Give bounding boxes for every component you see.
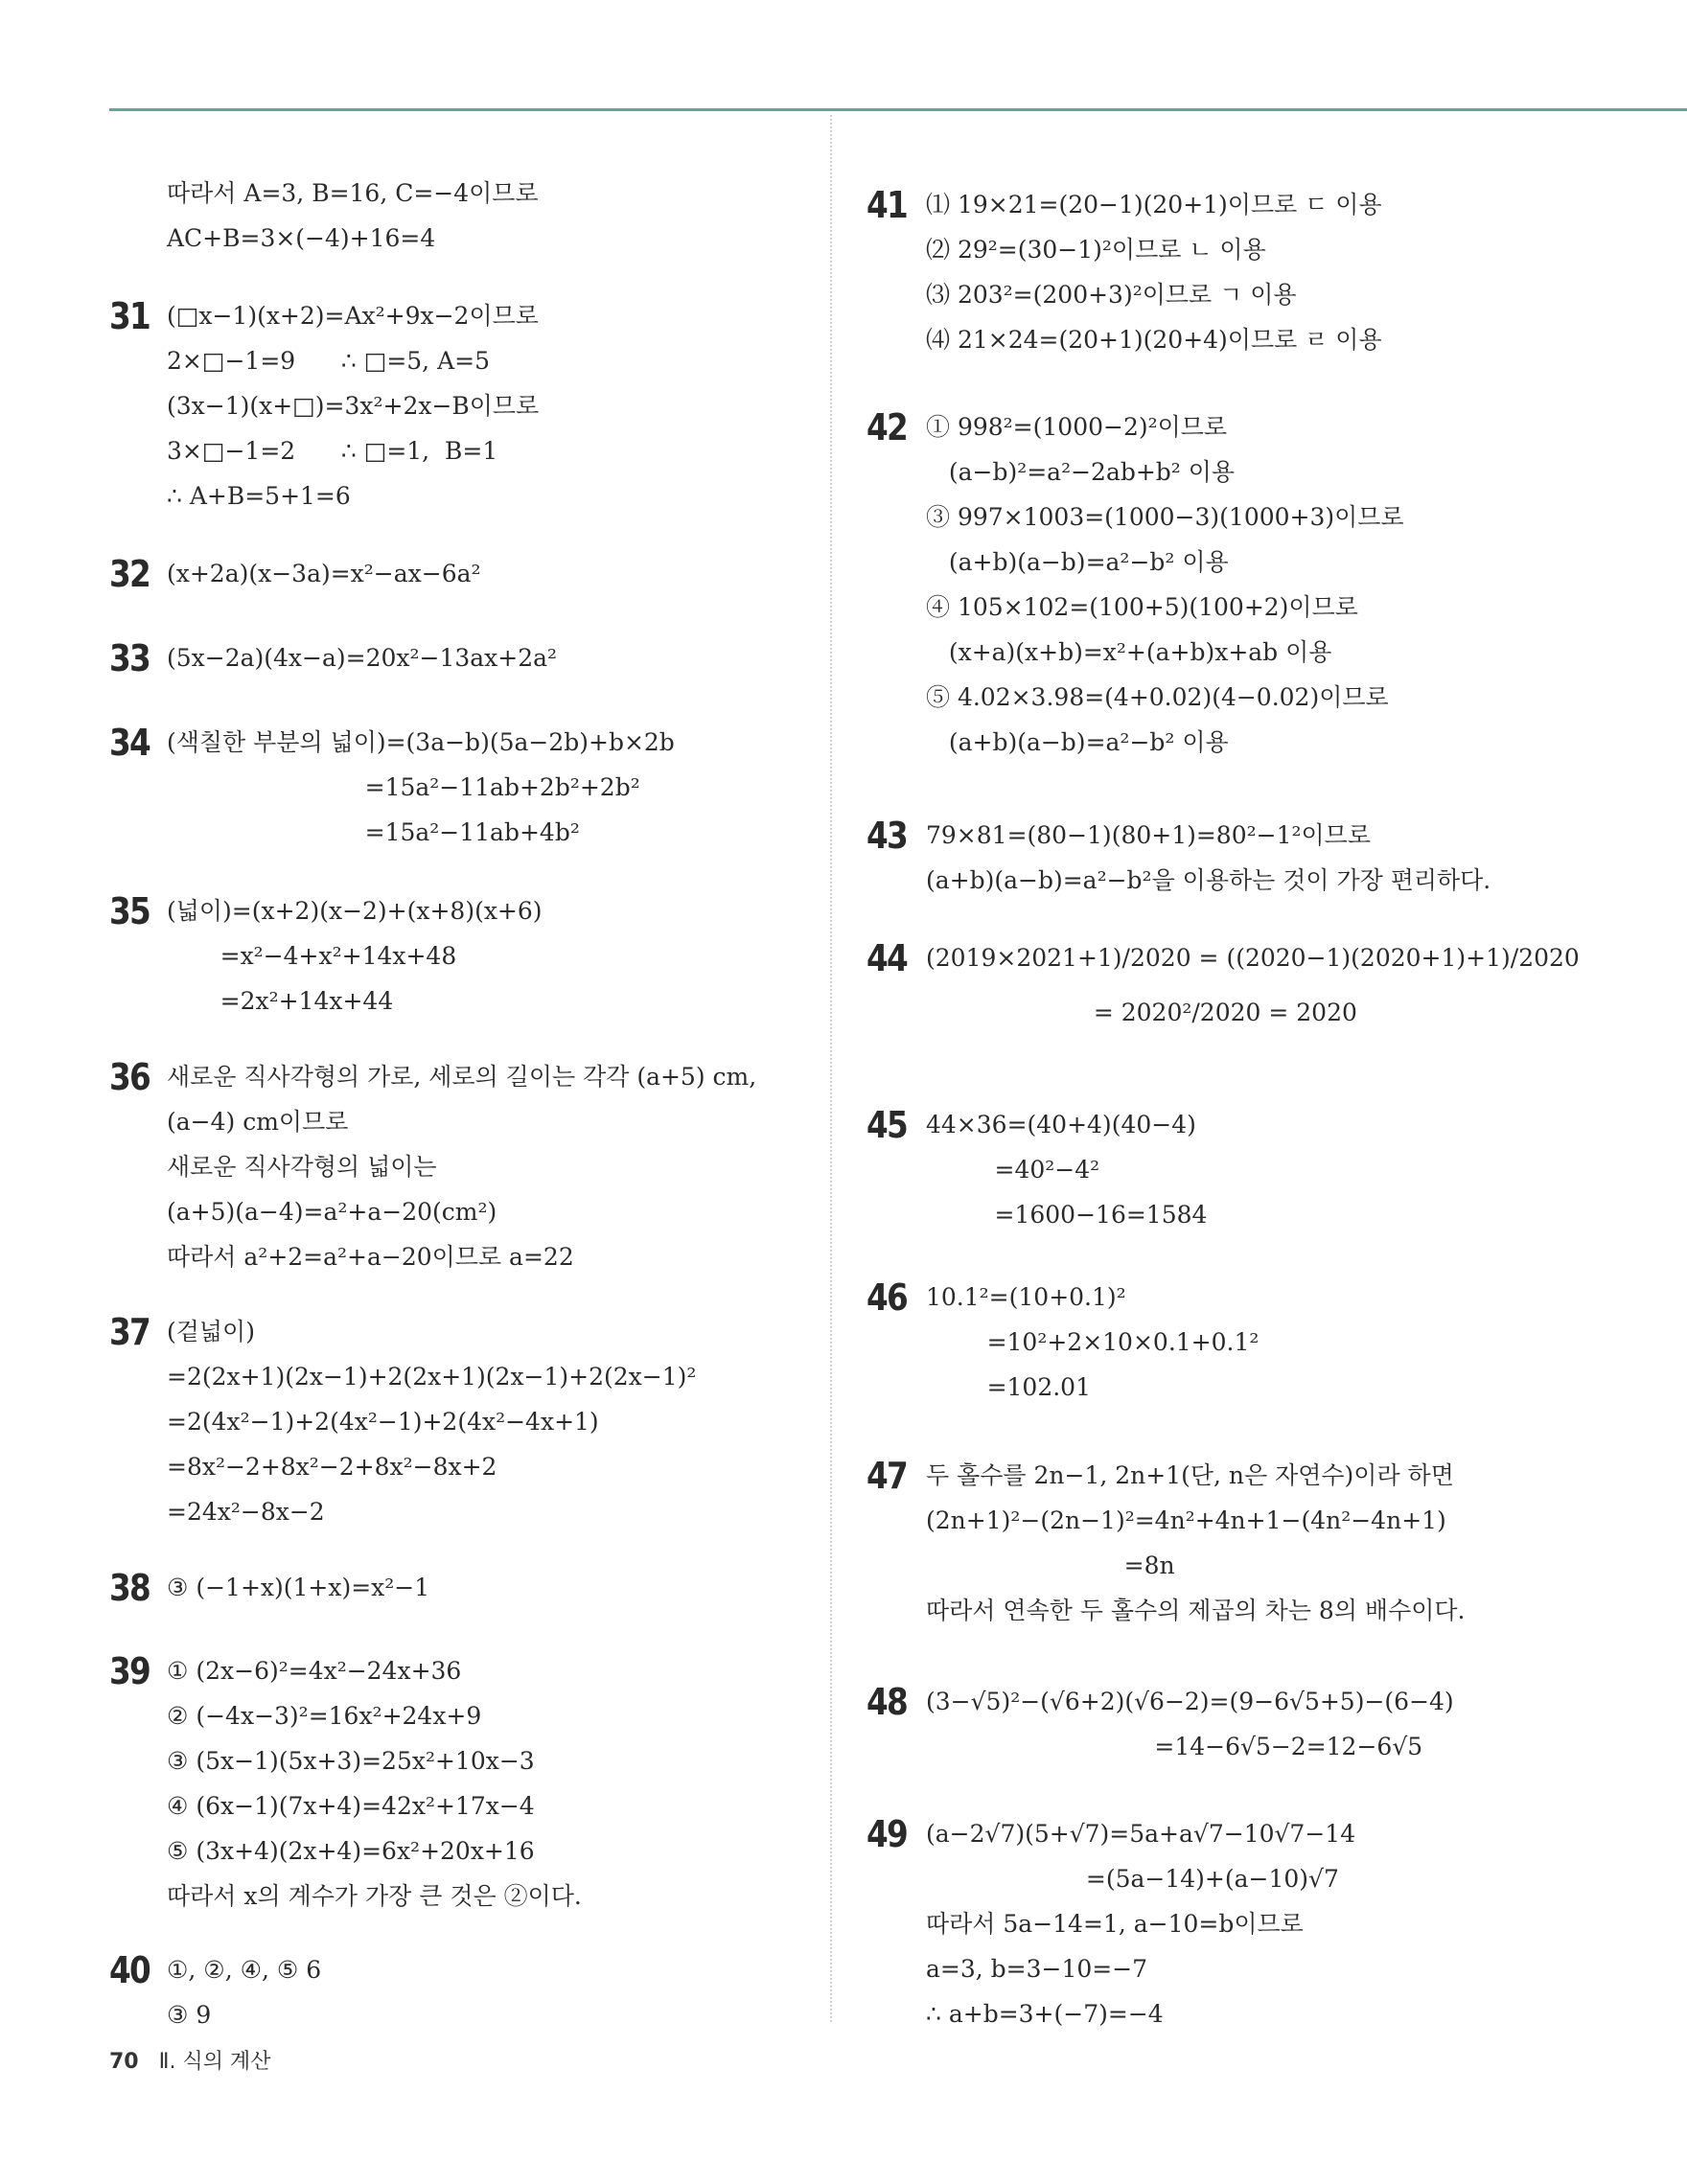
solution-line: ①, ②, ④, ⑤ 6 <box>167 1956 322 1984</box>
problem-lines <box>926 1275 1259 1410</box>
problem-number: 49 <box>867 1813 908 1855</box>
solution-line: =2(2x+1)(2x−1)+2(2x+1)(2x−1)+2(2x−1)² <box>167 1363 697 1391</box>
solution-line: = 2020²/2020 = 2020 <box>926 999 1357 1026</box>
page-number: 70 <box>109 2050 139 2074</box>
solution-line: (넓이)=(x+2)(x−2)+(x+8)(x+6) <box>167 897 543 925</box>
solution-line: ③ (−1+x)(1+x)=x²−1 <box>167 1574 430 1601</box>
solution-line: =14−6√5−2=12−6√5 <box>926 1733 1423 1760</box>
solution-line: (a−2√7)(5+√7)=5a+a√7−10√7−14 <box>926 1820 1356 1848</box>
problem-number: 40 <box>109 1949 150 1991</box>
solution-line: (5x−2a)(4x−a)=20x²−13ax+2a² <box>167 644 558 672</box>
problem-number: 45 <box>867 1104 908 1146</box>
solution-line: 10.1²=(10+0.1)² <box>926 1283 1126 1311</box>
problem-lines <box>167 1309 696 1534</box>
solution-line: ① (2x−6)²=4x²−24x+36 <box>167 1657 462 1685</box>
solution-line: 새로운 직사각형의 넓이는 <box>167 1153 437 1181</box>
solution-line: ⑤ 4.02×3.98=(4+0.02)(4−0.02)이므로 <box>926 683 1389 711</box>
problem-number: 44 <box>867 937 908 979</box>
solution-line: (x+2a)(x−3a)=x²−ax−6a² <box>167 560 481 587</box>
problem-number: 39 <box>109 1650 150 1692</box>
problem-number: 34 <box>109 722 150 764</box>
solution-line: ⑷ 21×24=(20+1)(20+4)이므로 ㄹ 이용 <box>926 326 1382 354</box>
solution-line: (3−√5)²−(√6+2)(√6−2)=(9−6√5+5)−(6−4) <box>926 1688 1454 1715</box>
solution-line: 따라서 a²+2=a²+a−20이므로 a=22 <box>167 1243 574 1271</box>
problem-lines <box>167 1947 321 2037</box>
solution-line: =10²+2×10×0.1+0.1² <box>926 1328 1259 1356</box>
solution-line: (2n+1)²−(2n−1)²=4n²+4n+1−(4n²−4n+1) <box>926 1506 1446 1534</box>
solution-line: (□x−1)(x+2)=Ax²+9x−2이므로 <box>167 302 539 330</box>
problem-lines <box>926 813 1491 903</box>
problem-number: 33 <box>109 637 150 679</box>
problem-number: 42 <box>867 406 908 448</box>
problem-number: 31 <box>109 295 150 337</box>
problem-lines <box>926 1102 1207 1237</box>
problem-lines <box>167 551 481 596</box>
problem-number: 32 <box>109 553 150 595</box>
problem-lines <box>167 293 539 518</box>
solution-line: =15a²−11ab+4b² <box>167 818 580 846</box>
problem-number: 37 <box>109 1311 150 1353</box>
solution-line: ⑵ 29²=(30−1)²이므로 ㄴ 이용 <box>926 236 1266 264</box>
solution-line: ④ 105×102=(100+5)(100+2)이므로 <box>926 593 1358 621</box>
solution-line: 79×81=(80−1)(80+1)=80²−1²이므로 <box>926 821 1371 849</box>
problem-lines <box>167 1054 756 1279</box>
solution-line: (a+5)(a−4)=a²+a−20(cm²) <box>167 1198 497 1226</box>
solution-line: 두 홀수를 2n−1, 2n+1(단, n은 자연수)이라 하면 <box>926 1461 1454 1489</box>
solution-line: (2019×2021+1)/2020 = ((2020−1)(2020+1)+1)/2020 <box>926 944 1580 972</box>
problem-number: 47 <box>867 1455 908 1497</box>
problem-number: 46 <box>867 1276 908 1319</box>
problem-lines <box>926 1811 1355 2036</box>
problem-lines <box>167 720 675 855</box>
solution-line: 따라서 x의 계수가 가장 큰 것은 ②이다. <box>167 1882 582 1910</box>
intro-lines <box>167 171 539 261</box>
solution-line: (겉넓이) <box>167 1318 255 1345</box>
problem-lines <box>926 182 1382 362</box>
solution-line: (색칠한 부분의 넓이)=(3a−b)(5a−2b)+b×2b <box>167 728 675 756</box>
solution-line: 따라서 연속한 두 홀수의 제곱의 차는 8의 배수이다. <box>926 1597 1466 1624</box>
intro-line: 따라서 A=3, B=16, C=−4이므로 <box>167 179 539 207</box>
solution-line: a=3, b=3−10=−7 <box>926 1955 1148 1983</box>
problem-lines <box>926 935 1580 1035</box>
solution-line: =102.01 <box>926 1373 1091 1401</box>
solution-line: =(5a−14)+(a−10)√7 <box>926 1865 1339 1893</box>
solution-line: =40²−4² <box>926 1156 1100 1184</box>
solution-line: 따라서 5a−14=1, a−10=b이므로 <box>926 1910 1304 1938</box>
solution-line: 새로운 직사각형의 가로, 세로의 길이는 각각 (a+5) cm, <box>167 1063 757 1091</box>
problem-number: 38 <box>109 1567 150 1609</box>
solution-line: ⑴ 19×21=(20−1)(20+1)이므로 ㄷ 이용 <box>926 191 1382 218</box>
solution-line: ∴ a+b=3+(−7)=−4 <box>926 2000 1164 2028</box>
problem-lines <box>167 888 543 1023</box>
problem-lines <box>926 404 1404 765</box>
solution-line: (x+a)(x+b)=x²+(a+b)x+ab 이용 <box>926 638 1332 666</box>
solution-line: (a+b)(a−b)=a²−b² 이용 <box>926 548 1229 576</box>
solution-line: ③ (5x−1)(5x+3)=25x²+10x−3 <box>167 1747 535 1775</box>
solution-line: (a+b)(a−b)=a²−b²을 이용하는 것이 가장 편리하다. <box>926 866 1491 894</box>
solution-line: =2x²+14x+44 <box>167 987 394 1015</box>
page-footer <box>109 2045 270 2075</box>
solution-line: =2(4x²−1)+2(4x²−1)+2(4x²−4x+1) <box>167 1408 599 1436</box>
problem-lines <box>167 1648 582 1919</box>
solution-line: ⑤ (3x+4)(2x+4)=6x²+20x+16 <box>167 1837 535 1865</box>
intro-line: AC+B=3×(−4)+16=4 <box>167 224 436 252</box>
solution-line: ② (−4x−3)²=16x²+24x+9 <box>167 1702 482 1730</box>
solution-line: =x²−4+x²+14x+48 <box>167 942 457 970</box>
solution-line: 44×36=(40+4)(40−4) <box>926 1111 1196 1138</box>
solution-line: =1600−16=1584 <box>926 1201 1208 1229</box>
solution-line: =15a²−11ab+2b²+2b² <box>167 773 640 801</box>
problem-lines <box>167 635 557 680</box>
problem-lines <box>167 1565 429 1610</box>
problem-number: 43 <box>867 815 908 857</box>
problem-number: 35 <box>109 890 150 932</box>
problem-lines <box>926 1453 1465 1633</box>
column-divider <box>830 115 832 2022</box>
problem-number: 36 <box>109 1056 150 1098</box>
solution-line: ③ 997×1003=(1000−3)(1000+3)이므로 <box>926 503 1404 531</box>
solution-line: ③ 9 <box>167 2001 212 2029</box>
solution-line: (a+b)(a−b)=a²−b² 이용 <box>926 728 1229 756</box>
solution-line: =24x²−8x−2 <box>167 1498 325 1526</box>
problem-number: 48 <box>867 1681 908 1723</box>
solution-line: (a−b)²=a²−2ab+b² 이용 <box>926 458 1236 486</box>
problem-number: 41 <box>867 184 908 226</box>
solution-line: 2×□−1=9 ∴ □=5, A=5 <box>167 347 490 375</box>
solution-line: ⑶ 203²=(200+3)²이므로 ㄱ 이용 <box>926 281 1297 309</box>
problem-lines <box>926 1679 1454 1769</box>
section-title: Ⅱ. 식의 계산 <box>158 2050 271 2074</box>
solution-line: (a−4) cm이므로 <box>167 1108 349 1136</box>
header-rule <box>109 108 1687 111</box>
solution-line: ∴ A+B=5+1=6 <box>167 482 351 510</box>
solution-line: =8n <box>926 1552 1175 1579</box>
solution-line: ④ (6x−1)(7x+4)=42x²+17x−4 <box>167 1792 535 1820</box>
solution-line: (3x−1)(x+□)=3x²+2x−B이므로 <box>167 392 540 420</box>
solution-line: 3×□−1=2 ∴ □=1, B=1 <box>167 437 498 465</box>
solution-line: =8x²−2+8x²−2+8x²−8x+2 <box>167 1453 497 1481</box>
solution-line: ① 998²=(1000−2)²이므로 <box>926 413 1228 441</box>
